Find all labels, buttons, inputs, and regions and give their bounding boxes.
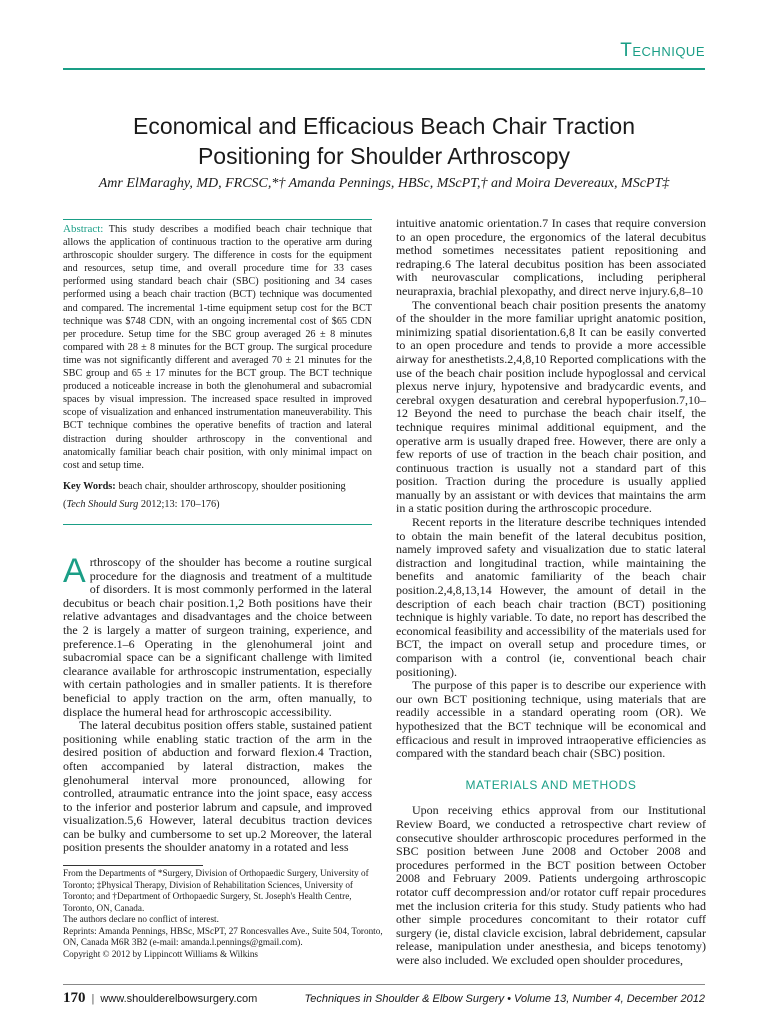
page-number: 170 [63, 990, 86, 1006]
left-column-body [63, 552, 372, 855]
citation-journal: Tech Should Surg [66, 498, 139, 510]
right-paragraph-3: Recent reports in the literature describe techniques intended to obtain the main benefit of the lateral decubitus position, namely improved safety and visualization due to static lateral distraction and longitudinal traction, while maintaining the benefits and anatomic familiarity of the beach chair position.2,4,8,13,14 However, the amount of detail in the description of each beach chair traction (BCT) positioning technique is highly variable. To date, no report has described the economical feasibility and accessibility of the materials used for BCT, the impact on overall setup and procedure times, or comparison with a control (ie, conventional beach chair positioning). [396, 515, 706, 679]
abstract-box [63, 219, 372, 525]
intro-paragraph-1-text: rthroscopy of the shoulder has become a routine surgical procedure for the diagnosis and treatment of a multitude of disorders. It is most commonly performed in the lateral decubitus or beach chair position.1,2 Both positions have their relative advantages and disadvantages and the choice between the 2 is largely a matter of surgeon training, experience, and preference.1–6 Operating in the glenohumeral joint and subacromial space can be a significant challenge with limited clearance available for arthroscopic instrumentation, especially with certain pathologies and in smaller patients. It is therefore beneficial to apply traction on the arm, often manually, to displace the humeral head for arthroscopic accessibility. [63, 555, 372, 719]
abstract [63, 223, 372, 472]
footnotes [63, 868, 383, 960]
citation: (Tech Should Surg 2012;13: 170–176) [63, 498, 220, 510]
footnote-affiliations: From the Departments of *Surgery, Division of Orthopaedic Surgery, University of Toronto; ‡Physical Therapy, Division of Rehabilitation Sciences, University of Toronto; and †Department of Orthopaedic Surgery, St. Joseph's Health Centre, Toronto, ON, Canada. [63, 868, 369, 913]
section-label: Technique [620, 40, 705, 61]
footer-rule [63, 984, 705, 985]
footer-separator: | [91, 993, 95, 1005]
abstract-top-rule [63, 219, 372, 220]
abstract-text: This study describes a modified beach chair technique that allows the application of continuous traction to the operative arm during arthroscopic shoulder surgery. The difference in costs for the equipment and resources, setup time, and overall procedure time for 33 cases performed using standard beach chair (SBC) positioning and 34 cases performed using a beach chair traction (BCT) technique was documented and compared. The incremental 1-time equipment setup cost for the BCT technique was $748 CDN, with an ongoing incremental cost of $65 CDN per procedure. Setup time for the SBC group averaged 26 ± 8 minutes compared with 28 ± 8 minutes for the BCT group. The surgical procedure time was not significantly different and averaged 70 ± 21 minutes for the SBC group and 65 ± 17 minutes for the BCT group. The BCT technique produced a noticeable increase in both the glenohumeral and subacromial spaces by visual impression. The increased space resulted in improved scope of visualization and enhanced instrumentation maneuverability. This BCT technique combines the operative benefits of traction and lateral distraction during shoulder arthroscopy in the conventional and anatomically familiar beach chair position, with only minimal impact on cost and setup time. [63, 224, 372, 471]
right-column-body [396, 217, 706, 967]
page-footer [63, 990, 705, 1007]
keywords [63, 480, 372, 493]
journal-url-link[interactable]: www.shoulderelbowsurgery.com [100, 993, 258, 1005]
keywords-label: Key Words: [63, 480, 116, 492]
header-rule [63, 68, 705, 70]
title-line-1: Economical and Efficacious Beach Chair Traction [132, 113, 635, 139]
methods-paragraph-1: Upon receiving ethics approval from our Institutional Review Board, we conducted a retrospective chart review of consecutive shoulder arthroscopic procedures performed in the SBC position between June 2008 and October 2008 and procedures performed in the BCT position between October 2008 and February 2009. Patients undergoing arthroscopic rotator cuff decompression and/or rotator cuff repair procedures met the inclusion criteria for this study. Study patients who had other simple procedures concomitant to their rotator cuff surgery (ie, distal clavicle excision, labral debridement, capsular release, manipulation under anesthesia, and biceps tenotomy) were also included. We excluded open shoulder procedures, [396, 803, 706, 967]
section-heading-materials-methods: MATERIALS AND METHODS [465, 777, 637, 792]
footnote-rule [63, 865, 203, 866]
right-paragraph-4: The purpose of this paper is to describe our experience with our own BCT positioning technique, using materials that are readily accessible in a standard operating room (OR). We hypothesized that the BCT technique will be economical and efficacious and result in improved intraoperative efficiencies as compared with the standard beach chair (SBC) position. [396, 678, 706, 761]
journal-citation: Techniques in Shoulder & Elbow Surgery • Volume 13, Number 4, December 2012 [304, 993, 705, 1005]
footnote-reprints: Reprints: Amanda Pennings, HBSc, MScPT, 27 Roncesvalles Ave., Suite 504, Toronto, ON, Canada M6R 3B2 (e-mail: amanda.l.pennings@gmail.com). [63, 925, 383, 947]
abstract-label: Abstract: [63, 223, 104, 235]
author-list: Amr ElMaraghy, MD, FRCSC,*† Amanda Pennings, HBSc, MScPT,† and Moira Devereaux, MScPT‡ [98, 176, 670, 191]
article-title [70, 111, 698, 171]
intro-paragraph-2: The lateral decubitus position offers stable, sustained patient positioning while enabling static traction of the arm in the desired position of abduction and forward flexion.4 Traction, often accompanied by lateral distraction, makes the glenohumeral interval more pronounced, allowing for controlled, atraumatic entrance into the joint space, easy access to the inferior and posterior labrum and capsule, and improved visualization.5,6 However, lateral decubitus traction devices can be bulky and cumbersome to set up.2 Moreover, the lateral position presents the shoulder anatomy in a rotated and less [63, 718, 372, 855]
citation-details: 2012;13: 170–176) [140, 498, 220, 510]
footnote-conflict: The authors declare no conflict of interest. [63, 914, 219, 924]
abstract-bottom-rule [63, 524, 372, 525]
keywords-text: beach chair, shoulder arthroscopy, shoulder positioning [118, 480, 346, 492]
title-line-2: Positioning for Shoulder Arthroscopy [197, 143, 571, 169]
footnote-copyright: Copyright © 2012 by Lippincott Williams & Wilkins [63, 948, 259, 959]
drop-cap: A [63, 552, 86, 590]
right-paragraph-1: intuitive anatomic orientation.7 In cases that require conversion to an open procedure, the ergonomics of the lateral decubitus method sometimes necessitates patient repositioning and redraping.6 The lateral decubitus position has been associated with neurovascular complications, including peripheral neurapraxia, brachial plexopathy, and direct nerve injury.6,8–10 [396, 216, 706, 298]
right-paragraph-2: The conventional beach chair position presents the anatomy of the shoulder in the more familiar upright anatomic position, minimizing spatial disorientation.6,8 It can be easily converted to an open procedure and tends to provide a more accessible airway for anesthetists.2,4,8,10 Reported complications with the use of the beach chair position include hypoglossal and cervical plexus nerve injury, hypotensive and bradycardic events, and cerebral oxygen desaturation and cerebral hypoperfusion.7,10–12 Beyond the need to purchase the beach chair itself, the technique requires minimal additional equipment, and the operative arm is usually draped free. However, there are only a few reports of use of traction in the beach chair position, and continuous traction is usually not a standard part of this position. Traction during the procedure is usually applied manually by an assistant or with devices that maintains the arm in a static position during the arthroscopic procedure. [396, 297, 706, 516]
intro-paragraph-1 [63, 552, 372, 719]
